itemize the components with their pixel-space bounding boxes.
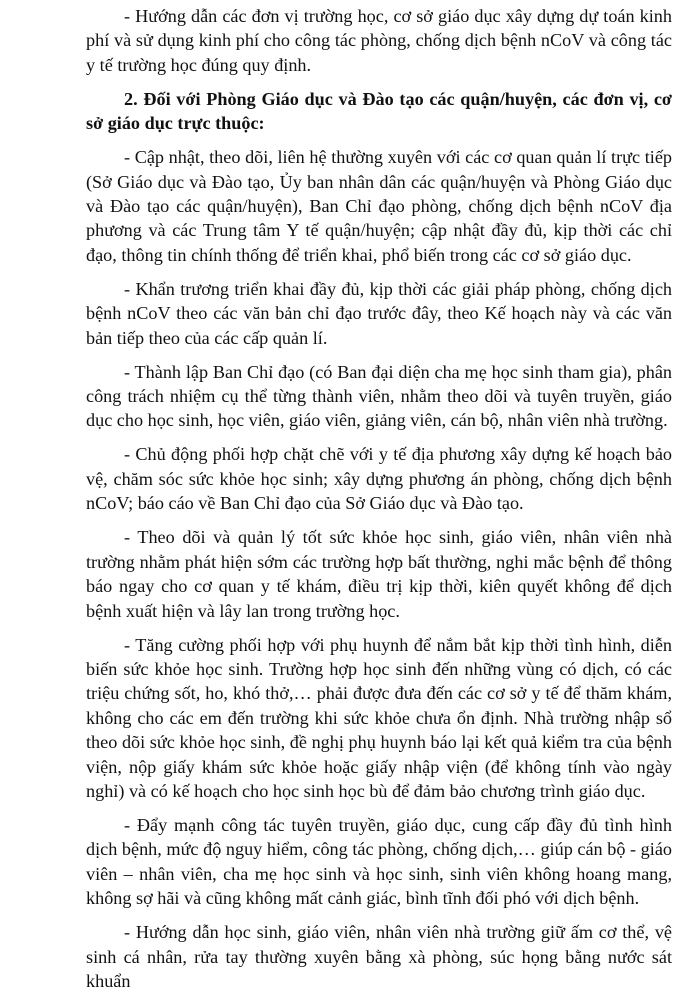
document-page: [86, 0, 672, 991]
paragraph-hygiene-guidance: - Hướng dẫn học sinh, giáo viên, nhân viên nhà trường giữ ấm cơ thể, vệ sinh cá nhân, rửa tay thường xuyên bằng xà phòng, súc họng bằng nước sát khuẩn: [86, 922, 672, 991]
paragraph-deploy-measures: - Khẩn trương triển khai đầy đủ, kịp thời các giải pháp phòng, chống dịch bệnh nCoV theo các văn bản chỉ đạo trước đây, theo Kế hoạch này và các văn bản tiếp theo của các cấp quản lí.: [86, 278, 672, 348]
paragraph-budget-guidance: - Hướng dẫn các đơn vị trường học, cơ sở giáo dục xây dựng dự toán kinh phí và sử dụng kinh phí cho công tác phòng, chống dịch bệnh nCoV và công tác y tế trường học đúng quy định.: [86, 6, 672, 75]
paragraph-monitor-health: - Theo dõi và quản lý tốt sức khỏe học sinh, giáo viên, nhân viên nhà trường nhằm phát hiện sớm các trường hợp bất thường, nghi mắc bệnh để thông báo ngay cho cơ quan y tế khám, điều trị kịp thời, kiên quyết không để dịch bệnh xuất hiện và lây lan trong trường học.: [86, 527, 672, 621]
paragraph-communication: - Đẩy mạnh công tác tuyên truyền, giáo dục, cung cấp đầy đủ tình hình dịch bệnh, mức độ nguy hiểm, công tác phòng, chống dịch,… giúp cán bộ - giáo viên – nhân viên, cha mẹ học sinh và học sinh, sinh viên không hoang mang, không sợ hãi và cũng không mất cảnh giác, bình tĩnh đối phó với dịch bệnh.: [86, 814, 672, 909]
paragraph-coordinate-health: - Chủ động phối hợp chặt chẽ với y tế địa phương xây dựng kế hoạch bảo vệ, chăm sóc sức khỏe học sinh; xây dựng phương án phòng, chống dịch bệnh nCoV; báo cáo về Ban Chỉ đạo của Sở Giáo dục và Đào tạo.: [86, 444, 672, 514]
paragraph-steering-committee: - Thành lập Ban Chỉ đạo (có Ban đại diện cha mẹ học sinh tham gia), phân công trách nhiệm cụ thể từng thành viên, nhằm theo dõi và tuyên truyền, giáo dục cho học sinh, học viên, giáo viên, giảng viên, cán bộ, nhân viên nhà trường.: [86, 361, 672, 431]
paragraph-parent-coordination: - Tăng cường phối hợp với phụ huynh để nắm bắt kịp thời tình hình, diễn biến sức khỏe học sinh. Trường hợp học sinh đến những vùng có dịch, có các triệu chứng sốt, ho, khó thở,… phải được đưa đến các cơ sở y tế để thăm khám, không cho các em đến trường khi sức khỏe chưa ổn định. Nhà trường nhập sổ theo dõi sức khỏe học sinh, đề nghị phụ huynh báo lại kết quả kiểm tra của bệnh viện, nộp giấy khám sức khỏe hoặc giấy nhập viện (để không tính vào ngày nghỉ) và có kế hoạch cho học sinh học bù để đảm bảo chương trình giáo dục.: [86, 634, 672, 801]
section-heading: 2. Đối với Phòng Giáo dục và Đào tạo các quận/huyện, các đơn vị, cơ sở giáo dục trực thuộc:: [86, 88, 672, 134]
paragraph-update-contacts: - Cập nhật, theo dõi, liên hệ thường xuyên với các cơ quan quản lí trực tiếp (Sở Giáo dục và Đào tạo, Ủy ban nhân dân các quận/huyện và Phòng Giáo dục và Đào tạo các quận/huyện), Ban Chỉ đạo phòng, chống dịch bệnh nCoV địa phương và các Trung tâm Y tế quận/huyện; cập nhật đầy đủ, kịp thời các chỉ đạo, thông tin chính thống để triển khai, phổ biến trong các cơ sở giáo dục.: [86, 147, 672, 265]
